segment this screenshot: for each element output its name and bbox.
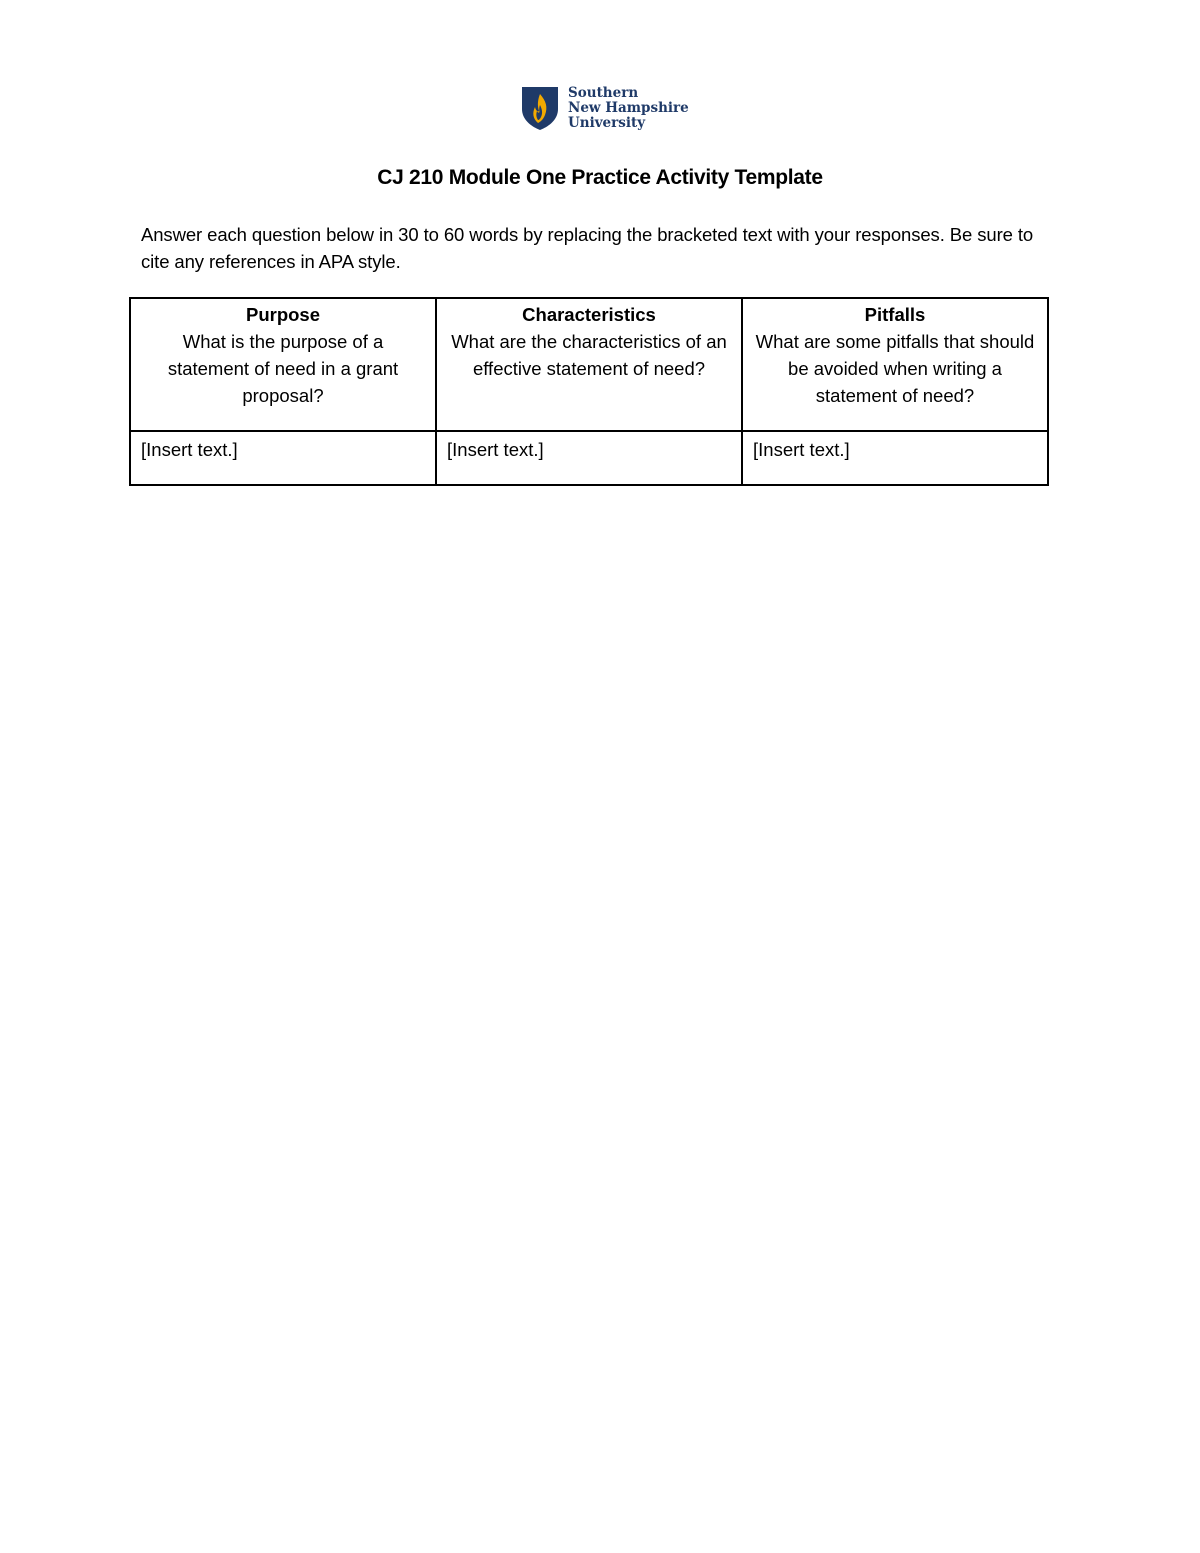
column-title: Characteristics [522, 304, 656, 325]
table-answer-row [130, 431, 1048, 485]
answer-cell-characteristics[interactable]: [Insert text.] [436, 431, 742, 485]
answer-cell-purpose[interactable]: [Insert text.] [130, 431, 436, 485]
header-cell-purpose [130, 298, 436, 431]
logo-line-1: Southern [568, 84, 639, 101]
activity-table [129, 297, 1049, 486]
shield-flame-icon [520, 85, 560, 131]
instructions-paragraph: Answer each question below in 30 to 60 words by replacing the bracketed text with your responses. Be sure to cite any references in APA style. [141, 224, 1034, 272]
document-title: CJ 210 Module One Practice Activity Template [377, 166, 823, 189]
logo-line-2: New Hampshire [568, 99, 689, 116]
logo-line-3: University [568, 114, 646, 131]
answer-cell-pitfalls[interactable]: [Insert text.] [742, 431, 1048, 485]
column-title: Purpose [245, 304, 321, 325]
column-question: What is the purpose of a statement of need in a grant proposal? [167, 331, 399, 406]
header-cell-characteristics [436, 298, 742, 431]
university-logo [520, 84, 689, 132]
column-title: Pitfalls [864, 304, 926, 325]
column-question: What are the characteristics of an effective statement of need? [451, 331, 727, 379]
header-cell-pitfalls [742, 298, 1048, 431]
logo-wordmark [568, 86, 689, 131]
column-question: What are some pitfalls that should be avoided when writing a statement of need? [755, 331, 1035, 406]
table-header-row [130, 298, 1048, 431]
